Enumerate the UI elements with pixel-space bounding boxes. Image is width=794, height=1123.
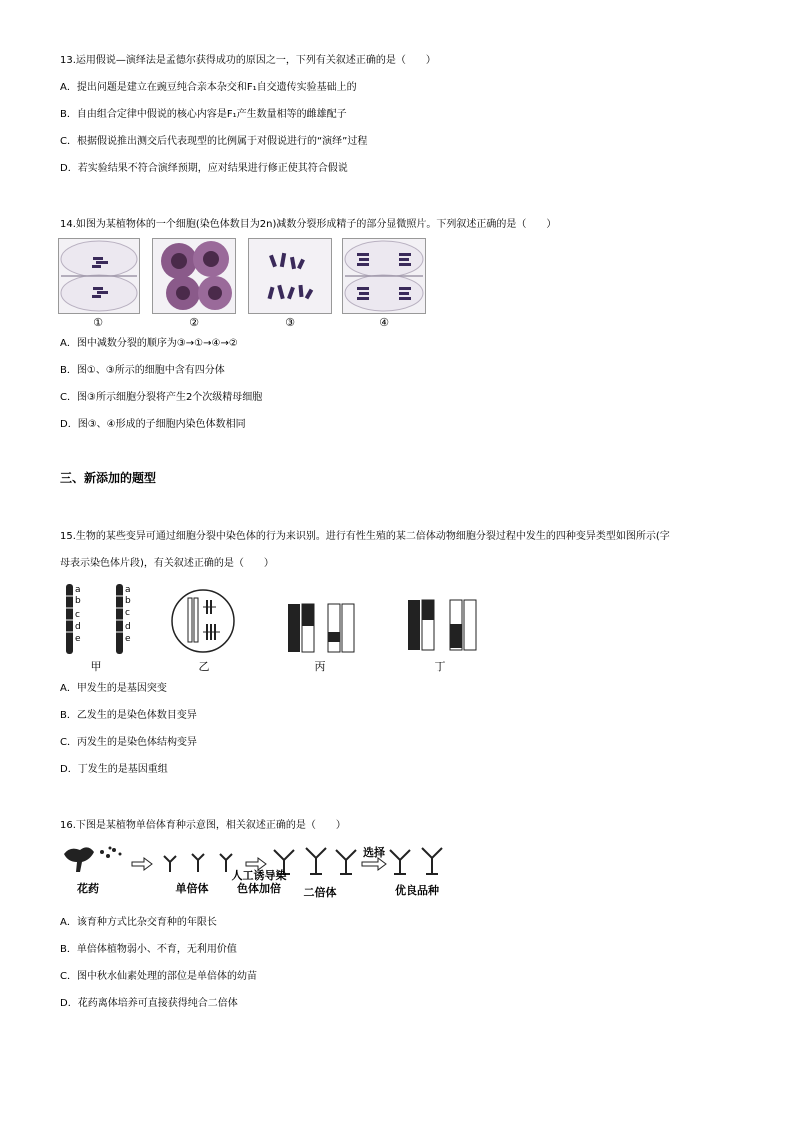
q16-option-b: B．单倍体植物弱小、不育，无利用价值 xyxy=(60,944,237,955)
micrograph-3 xyxy=(248,238,332,314)
fig-label-yi: 乙 xyxy=(198,660,210,673)
q13-option-a: A．提出问题是建立在豌豆纯合亲本杂交和F₁自交遗传实验基础上的 xyxy=(60,82,357,93)
jia-letter-a: a xyxy=(75,585,81,595)
micrograph-4 xyxy=(342,238,426,314)
q14-stem: 14.如图为某植物体的一个细胞(染色体数目为2n)减数分裂形成精子的部分显微照片。下列叙述正确的是（ ） xyxy=(60,219,557,230)
diagram-label-haploid: 单倍体 xyxy=(175,882,209,895)
q16-option-a: A．该育种方式比杂交育种的年限长 xyxy=(60,917,217,928)
diagram-label-select: 选择 xyxy=(363,846,385,859)
micrograph-3-image xyxy=(249,239,331,313)
micrograph-4-image xyxy=(343,239,425,313)
chromosome-figure-ding xyxy=(406,598,478,654)
q15-option-a: A．甲发生的是基因突变 xyxy=(60,683,167,694)
chromosome-figure-bing xyxy=(286,602,356,656)
fig-label-bing: 丙 xyxy=(314,660,326,673)
micrograph-3-label: ③ xyxy=(285,316,295,329)
jia-letter-c: c xyxy=(75,610,80,620)
q13-stem: 13.运用假说—演绎法是孟德尔获得成功的原因之一，下列有关叙述正确的是（ ） xyxy=(60,55,436,66)
q16-stem: 16.下图是某植物单倍体育种示意图，相关叙述正确的是（ ） xyxy=(60,820,346,831)
q15-option-c: C．丙发生的是染色体结构变异 xyxy=(60,737,197,748)
q14-option-b: B．图①、③所示的细胞中含有四分体 xyxy=(60,365,225,376)
micrograph-1-label: ① xyxy=(93,316,103,329)
section-title: 三、新添加的题型 xyxy=(60,471,157,485)
q15-option-b: B．乙发生的是染色体数目变异 xyxy=(60,710,197,721)
jia-letter-b2: b xyxy=(125,596,131,606)
diagram-label-induce-1: 人工诱导染 xyxy=(231,869,287,882)
jia-letter-d: d xyxy=(75,622,81,632)
jia-letter-c2: c xyxy=(125,608,130,618)
fig-label-jia: 甲 xyxy=(90,660,102,673)
micrograph-2-image xyxy=(153,239,235,313)
q14-option-a: A．图中减数分裂的顺序为③→①→④→② xyxy=(60,338,238,349)
diagram-label-fine-variety: 优良品种 xyxy=(395,884,439,897)
q13-option-c: C．根据假说推出测交后代表现型的比例属于对假说进行的“演绎”过程 xyxy=(60,136,368,147)
jia-letter-d2: d xyxy=(125,622,131,632)
q13-option-d: D．若实验结果不符合演绎预期，应对结果进行修正使其符合假说 xyxy=(60,163,348,174)
q13-option-b: B．自由组合定律中假说的核心内容是F₁产生数量相等的雌雄配子 xyxy=(60,109,347,120)
jia-letter-b: b xyxy=(75,596,81,606)
diagram-label-diploid: 二倍体 xyxy=(303,886,337,899)
jia-letter-e2: e xyxy=(125,634,131,644)
diagram-label-anther: 花药 xyxy=(77,882,99,895)
micrograph-1-image xyxy=(59,239,139,313)
q14-option-c: C．图③所示细胞分裂将产生2个次级精母细胞 xyxy=(60,392,263,403)
micrograph-4-label: ④ xyxy=(379,316,389,329)
micrograph-2 xyxy=(152,238,236,314)
q14-option-d: D．图③、④形成的子细胞内染色体数相同 xyxy=(60,419,246,430)
micrograph-1 xyxy=(58,238,140,314)
q16-option-c: C．图中秋水仙素处理的部位是单倍体的幼苗 xyxy=(60,971,257,982)
fig-label-ding: 丁 xyxy=(434,660,446,673)
diagram-label-induce-2: 色体加倍 xyxy=(237,882,281,895)
q15-stem-line1: 15.生物的某些变异可通过细胞分裂中染色体的行为来识别。进行有性生殖的某二倍体动物细胞分裂过程中发生的四种变异类型如图所示(字 xyxy=(60,531,670,542)
q15-stem-line2: 母表示染色体片段)，有关叙述正确的是（ ） xyxy=(60,558,274,569)
micrograph-2-label: ② xyxy=(189,316,199,329)
q16-option-d: D．花药离体培养可直接获得纯合二倍体 xyxy=(60,998,238,1009)
chromosome-figure-yi xyxy=(170,588,236,654)
jia-letter-a2: a xyxy=(125,585,131,595)
jia-letter-e: e xyxy=(75,634,81,644)
q15-option-d: D．丁发生的是基因重组 xyxy=(60,764,168,775)
